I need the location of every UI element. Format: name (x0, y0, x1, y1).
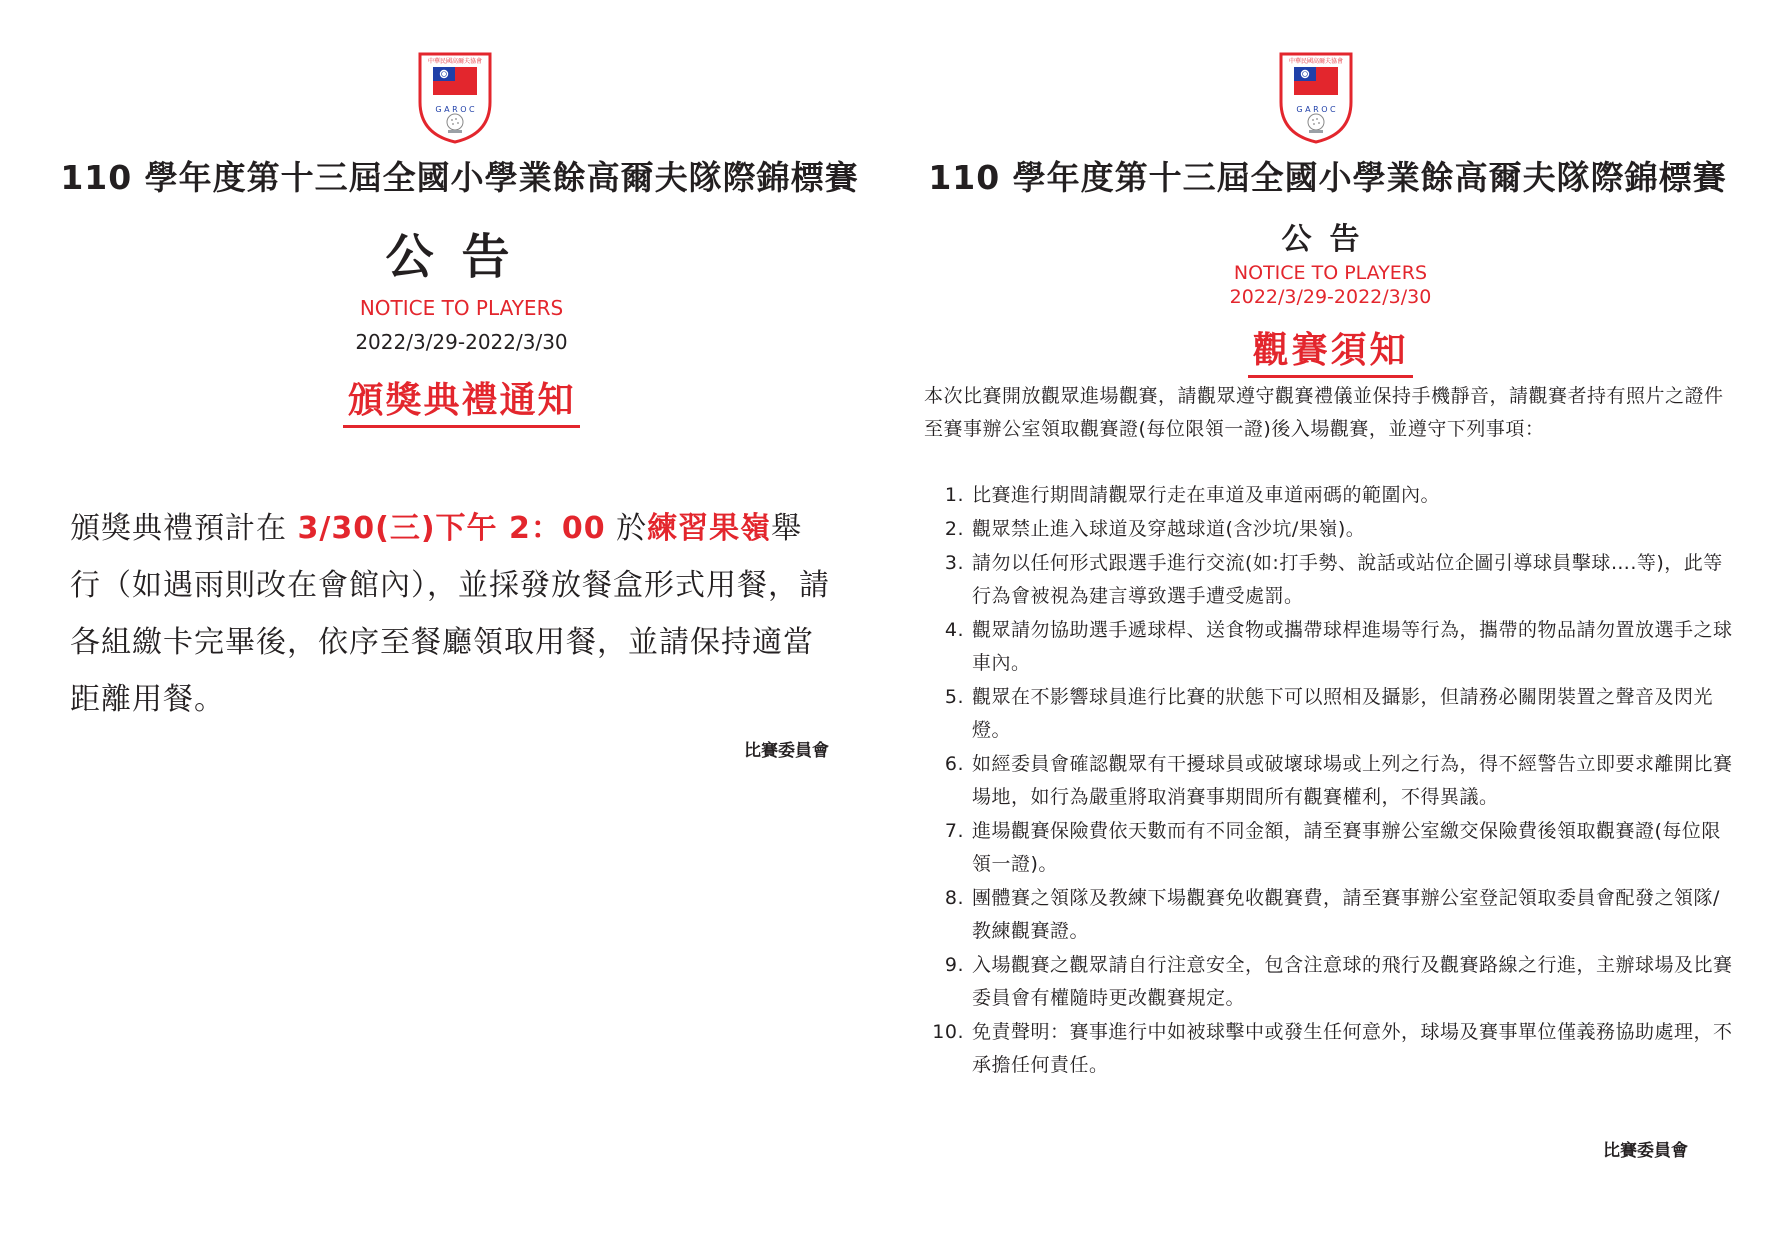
list-item (924, 479, 1734, 512)
list-item (924, 748, 1734, 814)
rule-number: 10. (932, 1021, 964, 1043)
list-item (924, 949, 1734, 1015)
tournament-title: 110 學年度第十三屆全國小學業餘高爾夫隊際錦標賽 (60, 158, 859, 197)
rule-number: 6. (944, 753, 964, 775)
event-dates: 2022/3/29-2022/3/30 (1229, 286, 1432, 308)
list-item (924, 815, 1734, 881)
rule-number: 9. (944, 954, 964, 976)
list-item (924, 547, 1734, 613)
announcement-heading: 公告 (385, 229, 538, 285)
rule-text: 觀眾請勿協助選手遞球桿、送食物或攜帶球桿進場等行為，攜帶的物品請勿置放選手之球車內。 (972, 619, 1733, 674)
ceremony-location: 練習果嶺 (647, 511, 772, 546)
rule-text: 進場觀賽保險費依天數而有不同金額，請至賽事辦公室繳交保險費後領取觀賽證(每位限領一證)。 (972, 820, 1721, 875)
rule-number: 2. (944, 518, 964, 540)
list-item (924, 1016, 1734, 1082)
tournament-title: 110 學年度第十三屆全國小學業餘高爾夫隊際錦標賽 (928, 158, 1727, 197)
spectator-rules-list (924, 479, 1734, 1083)
list-item (924, 614, 1734, 680)
event-dates: 2022/3/29-2022/3/30 (355, 330, 568, 354)
list-item (924, 681, 1734, 747)
rule-number: 5. (944, 686, 964, 708)
list-item (924, 513, 1734, 546)
logo-arc-text: 中華民國高爾夫協會 (427, 58, 483, 65)
right-notice-page (883, 0, 1766, 1241)
rule-number: 7. (944, 820, 964, 842)
award-ceremony-body (70, 500, 830, 728)
rule-text: 團體賽之領隊及教練下場觀賽免收觀賽費，請至賽事辦公室登記領取委員會配發之領隊/教練觀賽證。 (972, 887, 1720, 942)
committee-signature: 比賽委員會 (744, 741, 829, 761)
body-text-3: 舉行（如遇雨則改在會館內），並採發放餐盒形式用餐，請各組繳卡完畢後，依序至餐廳領取用餐，並請保持適當距離用餐。 (70, 511, 830, 717)
garoc-logo-icon (416, 50, 494, 145)
rule-number: 4. (944, 619, 964, 641)
rule-number: 3. (944, 552, 964, 574)
logo-arc-text: 中華民國高爾夫協會 (1288, 58, 1344, 65)
committee-signature: 比賽委員會 (1603, 1141, 1688, 1161)
rule-number: 1. (944, 484, 964, 506)
list-item (924, 882, 1734, 948)
announcement-heading: 公告 (1281, 222, 1378, 257)
rule-text: 如經委員會確認觀眾有干擾球員或破壞球場或上列之行為，得不經警告立即要求離開比賽場地，如行為嚴重將取消賽事期間所有觀賽權利，不得異議。 (972, 753, 1733, 808)
subject-award-ceremony: 頒獎典禮通知 (343, 372, 579, 428)
rule-text: 請勿以任何形式跟選手進行交流(如:打手勢、說話或站位企圖引導球員擊球….等)，此等行為會被視為建言導致選手遭受處罰。 (972, 552, 1723, 607)
spectator-intro: 本次比賽開放觀眾進場觀賽，請觀眾遵守觀賽禮儀並保持手機靜音，請觀賽者持有照片之證件至賽事辦公室領取觀賽證(每位限領一證)後入場觀賽，並遵守下列事項： (924, 385, 1724, 440)
logo-letters: G A R O C (1296, 105, 1336, 114)
body-text-1: 頒獎典禮預計在 (70, 511, 298, 546)
subject-spectator-rules: 觀賽須知 (1248, 322, 1412, 378)
ceremony-time: 3/30(三)下午 2：00 (297, 511, 606, 546)
rule-number: 8. (944, 887, 964, 909)
rule-text: 觀眾禁止進入球道及穿越球道(含沙坑/果嶺)。 (972, 518, 1366, 540)
rule-text: 觀眾在不影響球員進行比賽的狀態下可以照相及攝影，但請務必關閉裝置之聲音及閃光燈。 (972, 686, 1714, 741)
notice-to-players: NOTICE TO PLAYERS (1233, 262, 1428, 284)
body-text-2: 於 (605, 511, 648, 546)
rule-text: 免責聲明：賽事進行中如被球擊中或發生任何意外，球場及賽事單位僅義務協助處理，不承擔任何責任。 (972, 1021, 1733, 1076)
garoc-logo-icon (1277, 50, 1355, 145)
rule-text: 入場觀賽之觀眾請自行注意安全，包含注意球的飛行及觀賽路線之行進，主辦球場及比賽委員會有權隨時更改觀賽規定。 (972, 954, 1733, 1009)
logo-letters: G A R O C (435, 105, 475, 114)
notice-to-players: NOTICE TO PLAYERS (359, 296, 564, 320)
rule-text: 比賽進行期間請觀眾行走在車道及車道兩碼的範圍內。 (972, 484, 1441, 506)
